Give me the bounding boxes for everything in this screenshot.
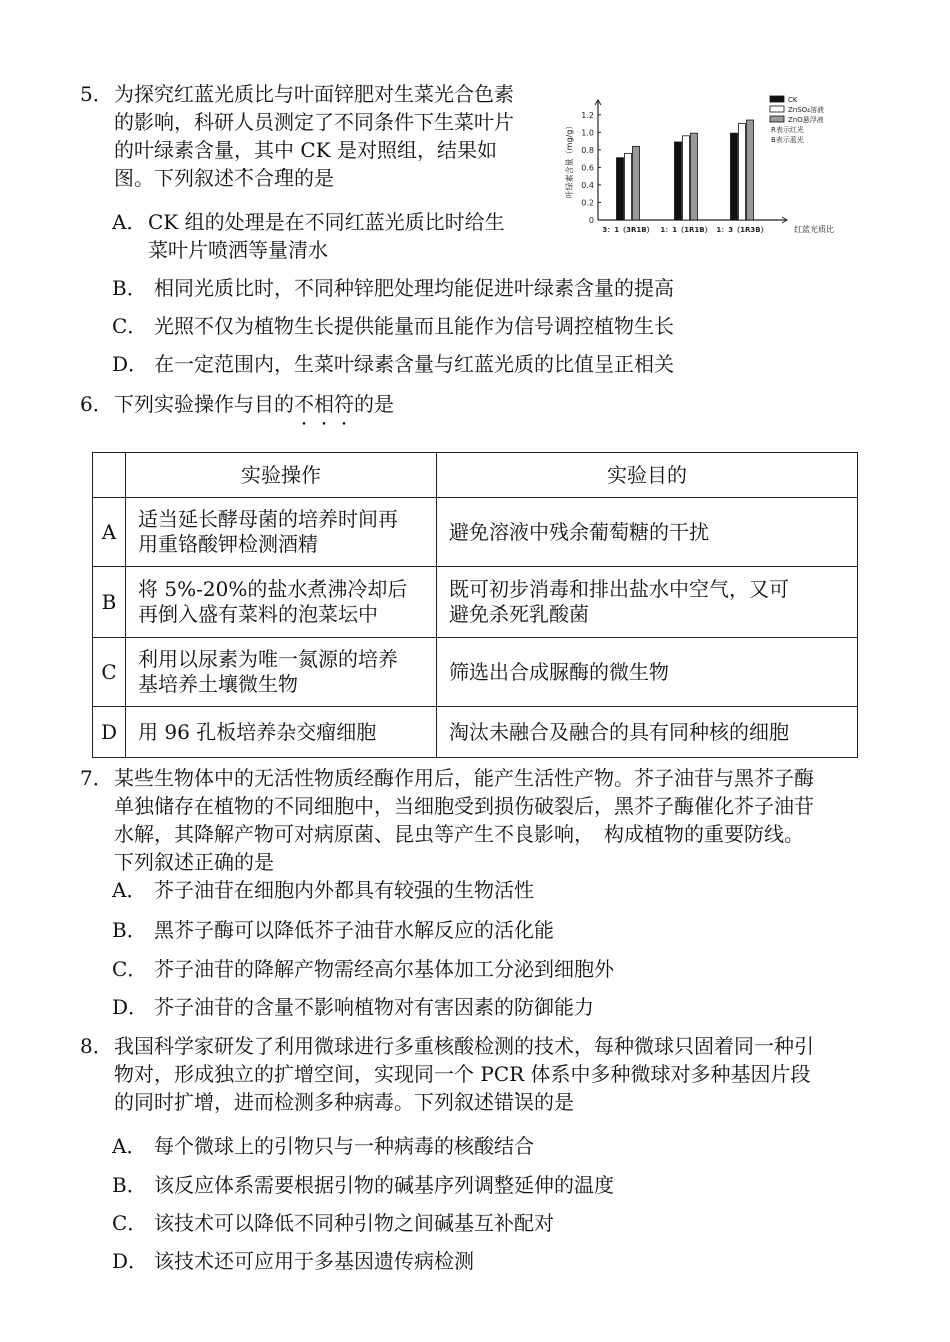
y-axis-label: 叶绿素含量（mg/g） <box>565 121 574 199</box>
stem-text: 其 <box>254 138 274 162</box>
cell-line: 用 96 孔板培养杂交瘤细胞 <box>138 719 377 744</box>
stem-text: 物对，形成独立的扩增空间，实现同一个 <box>114 1062 481 1086</box>
row-key: A <box>93 498 126 567</box>
bar <box>691 133 698 220</box>
bar <box>675 142 682 220</box>
cell-line: 再倒入盛有菜料的泡菜坛中 <box>138 602 379 626</box>
option-text: 芥子油苷在细胞内外都具有较强的生物活性 <box>154 878 534 902</box>
table-row <box>93 567 858 638</box>
option-label: D． <box>112 1249 149 1273</box>
option-text: 每个微球上的引物只与一种病毒的核酸结合 <box>154 1134 534 1158</box>
question-stem <box>114 764 814 876</box>
stem-line: 我国科学家研发了利用微球进行多重核酸检测的技术，每种微球只固着同一种引 <box>114 1034 814 1058</box>
table-header: 实验操作 <box>126 453 437 498</box>
cell-line: 用重铬酸钾检测酒精 <box>138 532 319 556</box>
emphasis-mark: 中 <box>274 138 294 162</box>
stem-line <box>114 1060 814 1088</box>
option-label: B． <box>112 918 147 942</box>
option-label: B． <box>112 276 147 300</box>
row-goal <box>437 498 858 567</box>
legend-label: ZnO悬浮液 <box>788 116 824 124</box>
row-goal <box>437 567 858 638</box>
bar <box>747 120 754 220</box>
cell-line: 利用以尿素为唯一氮源的培养 <box>138 647 399 671</box>
emphasis-mark: ， • <box>234 138 254 162</box>
y-tick-label: 1.0 <box>581 128 594 138</box>
question-stem <box>114 390 394 418</box>
bar <box>683 136 690 220</box>
emphasis-mark: 不 <box>294 392 314 416</box>
option-label: D． <box>112 995 149 1019</box>
legend-swatch <box>770 96 784 102</box>
option-text: 该技术可以降低不同种引物之间碱基互补配对 <box>154 1211 554 1235</box>
cell-line: 避免溶液中残余葡萄糖的干扰 <box>449 519 710 544</box>
emphasis-mark: 符 <box>334 392 354 416</box>
legend-label: ZnSO₄溶液 <box>788 106 824 114</box>
question-5 <box>80 80 550 192</box>
option-text: 在一定范围内，生菜叶绿素含量与红蓝光质的比值呈正相关 <box>154 352 674 376</box>
question-number: 8． <box>80 1034 113 1058</box>
y-tick-label: 0.6 <box>581 163 594 173</box>
question-number: 5． <box>80 82 113 106</box>
stem-line: 单独储存在植物的不同细胞中，当细胞受到损伤破裂后，黑芥子酶催化芥子油苷 <box>114 794 814 818</box>
stem-line: 下列叙述正确的是 <box>114 850 274 874</box>
legend-swatch <box>770 116 784 122</box>
option-label: D． <box>112 352 149 376</box>
option-line: CK 组的处理是在不同红蓝光质比时给生 <box>148 210 505 234</box>
option-text: 该反应体系需要根据引物的碱基序列调整延伸的温度 <box>154 1173 614 1197</box>
stem-text: CK 是对照组，结果如 <box>294 138 497 162</box>
table-header-key <box>93 453 126 498</box>
stem-line <box>114 136 514 164</box>
row-goal <box>437 707 858 758</box>
bar <box>633 146 640 220</box>
stem-line: 图。下列叙述不合理的是 <box>114 166 334 190</box>
option-line: 菜叶片喷洒等量清水 <box>148 238 328 262</box>
row-key: D <box>93 707 126 758</box>
stem-text: 下列实验操作与目的 <box>114 392 294 416</box>
stem-line: 的影响，科研人员测定了不同条件下生菜叶片 <box>114 110 514 134</box>
row-operation <box>126 638 437 707</box>
y-tick-label: 0.4 <box>581 180 594 190</box>
table-header-row <box>93 453 858 498</box>
stem-text: 的是 <box>354 392 394 416</box>
bar <box>617 158 624 220</box>
option-label: B． <box>112 1173 147 1197</box>
y-tick-label: 1.2 <box>581 110 594 120</box>
option-text: 芥子油苷的降解产物需经高尔基体加工分泌到细胞外 <box>154 957 614 981</box>
row-operation <box>126 498 437 567</box>
legend-note: B表示蓝光 <box>771 136 804 144</box>
cell-line: 淘汰未融合及融合的具有同种核的细胞 <box>449 719 790 744</box>
row-goal <box>437 638 858 707</box>
chart-svg <box>552 90 852 250</box>
x-axis-label: 红蓝光质比 <box>794 225 834 234</box>
y-tick-label: 0 <box>588 216 594 225</box>
legend-note: R表示红光 <box>771 126 804 134</box>
bar <box>731 133 738 220</box>
x-tick-label: 3：1（3R1B） <box>602 226 654 234</box>
cell-line: 基培养土壤微生物 <box>138 672 299 696</box>
row-key: C <box>93 638 126 707</box>
stem-text: 体系中多种微球对多种基因片段 <box>524 1062 811 1086</box>
option-label: C． <box>112 314 148 338</box>
option-label: A． <box>112 210 147 234</box>
emphasis-mark: 相 <box>314 392 334 416</box>
table-row <box>93 707 858 758</box>
bar <box>625 153 632 220</box>
legend-label: CK <box>788 96 798 104</box>
option-text <box>148 208 505 264</box>
table-header: 实验目的 <box>437 453 858 498</box>
option-label: A． <box>112 878 147 902</box>
question-7 <box>80 764 910 876</box>
x-tick-label: 1：3（1R3B） <box>716 226 768 234</box>
question-number: 7． <box>80 766 113 790</box>
option-text: 芥子油苷的含量不影响植物对有害因素的防御能力 <box>154 995 594 1019</box>
question-number: 6． <box>80 392 113 416</box>
question-6 <box>80 390 880 418</box>
table-row <box>93 638 858 707</box>
option-label: C． <box>112 957 148 981</box>
question-stem <box>114 1032 814 1116</box>
bar <box>739 124 746 220</box>
row-operation <box>126 707 437 758</box>
y-tick-label: 0.8 <box>581 145 594 155</box>
question-8 <box>80 1032 910 1116</box>
stem-text: 的叶绿素含量 <box>114 138 234 162</box>
stem-line: 水解，其降解产物可对病原菌、昆虫等产生不良影响， 构成植物的重要防线。 <box>114 822 804 846</box>
stem-text: PC <box>480 1062 510 1086</box>
option-label: A． <box>112 1134 147 1158</box>
experiment-table <box>92 452 858 758</box>
option-text: 相同光质比时，不同种锌肥处理均能促进叶绿素含量的提高 <box>154 276 674 300</box>
stem-line: 为探究红蓝光质比与叶面锌肥对生菜光合色素 <box>114 82 514 106</box>
emphasis-mark: R • <box>509 1062 524 1086</box>
chlorophyll-bar-chart <box>552 90 852 250</box>
stem-line: 的同时扩增，进而检测多种病毒。下列叙述错误的是 <box>114 1090 574 1114</box>
table-row <box>93 498 858 567</box>
cell-line: 筛选出合成脲酶的微生物 <box>449 659 670 684</box>
cell-line: 适当延长酵母菌的培养时间再 <box>138 507 399 531</box>
y-tick-label: 0.2 <box>581 198 594 208</box>
cell-line: 将 5%-20%的盐水煮沸冷却后 <box>138 577 408 601</box>
row-operation <box>126 567 437 638</box>
option-text: 黑芥子酶可以降低芥子油苷水解反应的活化能 <box>154 918 554 942</box>
question-stem <box>114 80 514 192</box>
row-key: B <box>93 567 126 638</box>
option-text: 光照不仅为植物生长提供能量而且能作为信号调控植物生长 <box>154 314 674 338</box>
legend-swatch <box>770 106 784 112</box>
option-text: 该技术还可应用于多基因遗传病检测 <box>154 1249 474 1273</box>
cell-line: 避免杀死乳酸菌 <box>449 602 590 626</box>
stem-line: 某些生物体中的无活性物质经酶作用后，能产生活性产物。芥子油苷与黑芥子酶 <box>114 766 814 790</box>
cell-line: 既可初步消毒和排出盐水中空气，又可 <box>449 577 790 601</box>
x-tick-label: 1：1（1R1B） <box>660 226 712 234</box>
option-label: C． <box>112 1211 148 1235</box>
